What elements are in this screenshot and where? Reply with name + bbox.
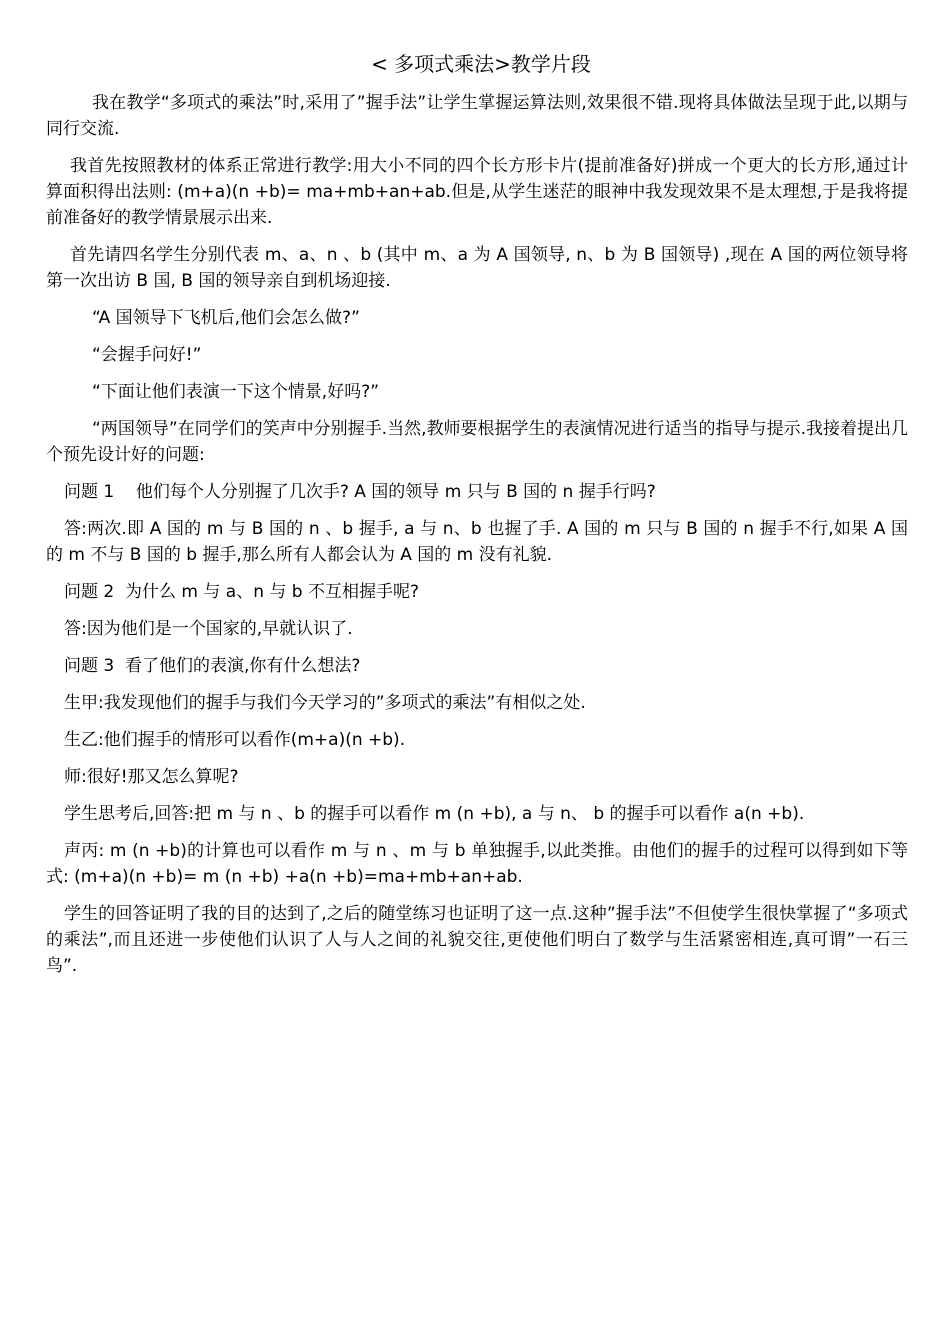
paragraph-question-1: 问题 1 他们每个人分别握了几次手? A 国的领导 m 只与 B 国的 n 握手行吗? bbox=[64, 482, 656, 502]
paragraph-student-a: 生甲:我发现他们的握手与我们今天学习的”多项式的乘法”有相似之处. bbox=[64, 693, 586, 713]
paragraph-scenario: 首先请四名学生分别代表 m、a、n 、b (其中 m、a 为 A 国领导, n、b 为 B 国领导) ,现在 A 国的两位领导将第一次出访 B 国, B 国的领导亲自到机场迎接. bbox=[46, 245, 908, 291]
paragraph-answer-1: 答:两次.即 A 国的 m 与 B 国的 n 、b 握手, a 与 n、b 也握了手. A 国的 m 只与 B 国的 n 握手不行,如果 A 国的 m 不与 B 国的 b 握手,那么所有人都会认为 A 国的 m 没有礼貌. bbox=[46, 519, 908, 565]
paragraph-question-2: 问题 2 为什么 m 与 a、n 与 b 不互相握手呢? bbox=[64, 582, 420, 602]
paragraph-teacher: 师:很好!那又怎么算呢? bbox=[64, 767, 239, 787]
document-title: < 多项式乘法>教学片段 bbox=[371, 52, 591, 76]
paragraph-student-answer: 学生思考后,回答:把 m 与 n 、b 的握手可以看作 m (n +b), a 与 n、 b 的握手可以看作 a(n +b). bbox=[64, 804, 805, 824]
paragraph-dialogue-2: “会握手问好!” bbox=[92, 345, 202, 365]
paragraph-question-3: 问题 3 看了他们的表演,你有什么想法? bbox=[64, 656, 361, 676]
paragraph-student-b: 生乙:他们握手的情形可以看作(m+a)(n +b). bbox=[64, 730, 406, 750]
paragraph-intro: 我在教学“多项式的乘法”时,采用了”握手法”让学生掌握运算法则,效果很不错.现将具体做法呈现于此,以期与同行交流. bbox=[46, 93, 908, 139]
paragraph-dialogue-3: “下面让他们表演一下这个情景,好吗?” bbox=[92, 382, 380, 402]
paragraph-handshake: “两国领导”在同学们的笑声中分别握手.当然,教师要根据学生的表演情况进行适当的指导与提示.我接着提出几个预先设计好的问题: bbox=[46, 419, 908, 465]
paragraph-answer-2: 答:因为他们是一个国家的,早就认识了. bbox=[64, 619, 353, 639]
paragraph-method: 我首先按照教材的体系正常进行教学:用大小不同的四个长方形卡片(提前准备好)拼成一个更大的长方形,通过计算面积得出法则: (m+a)(n +b)= ma+mb+an+ab.但是,从学生迷茫的眼神中我发现效果不是太理想,于是我将提前准备好的教学情景展示出来. bbox=[46, 156, 908, 228]
paragraph-dialogue-1: “A 国领导下飞机后,他们会怎么做?” bbox=[92, 308, 360, 328]
document-page bbox=[46, 50, 908, 990]
paragraph-student-c: 声丙: m (n +b)的计算也可以看作 m 与 n 、m 与 b 单独握手,以此类推。由他们的握手的过程可以得到如下等式: (m+a)(n +b)= m (n +b) +a(n +b)=ma+mb+an+ab. bbox=[46, 841, 908, 887]
paragraph-conclusion: 学生的回答证明了我的目的达到了,之后的随堂练习也证明了这一点.这种”握手法”不但使学生很快掌握了“多项式的乘法”,而且还进一步使他们认识了人与人之间的礼貌交往,更使他们明白了数学与生活紧密相连,真可谓”一石三鸟”. bbox=[46, 904, 908, 976]
